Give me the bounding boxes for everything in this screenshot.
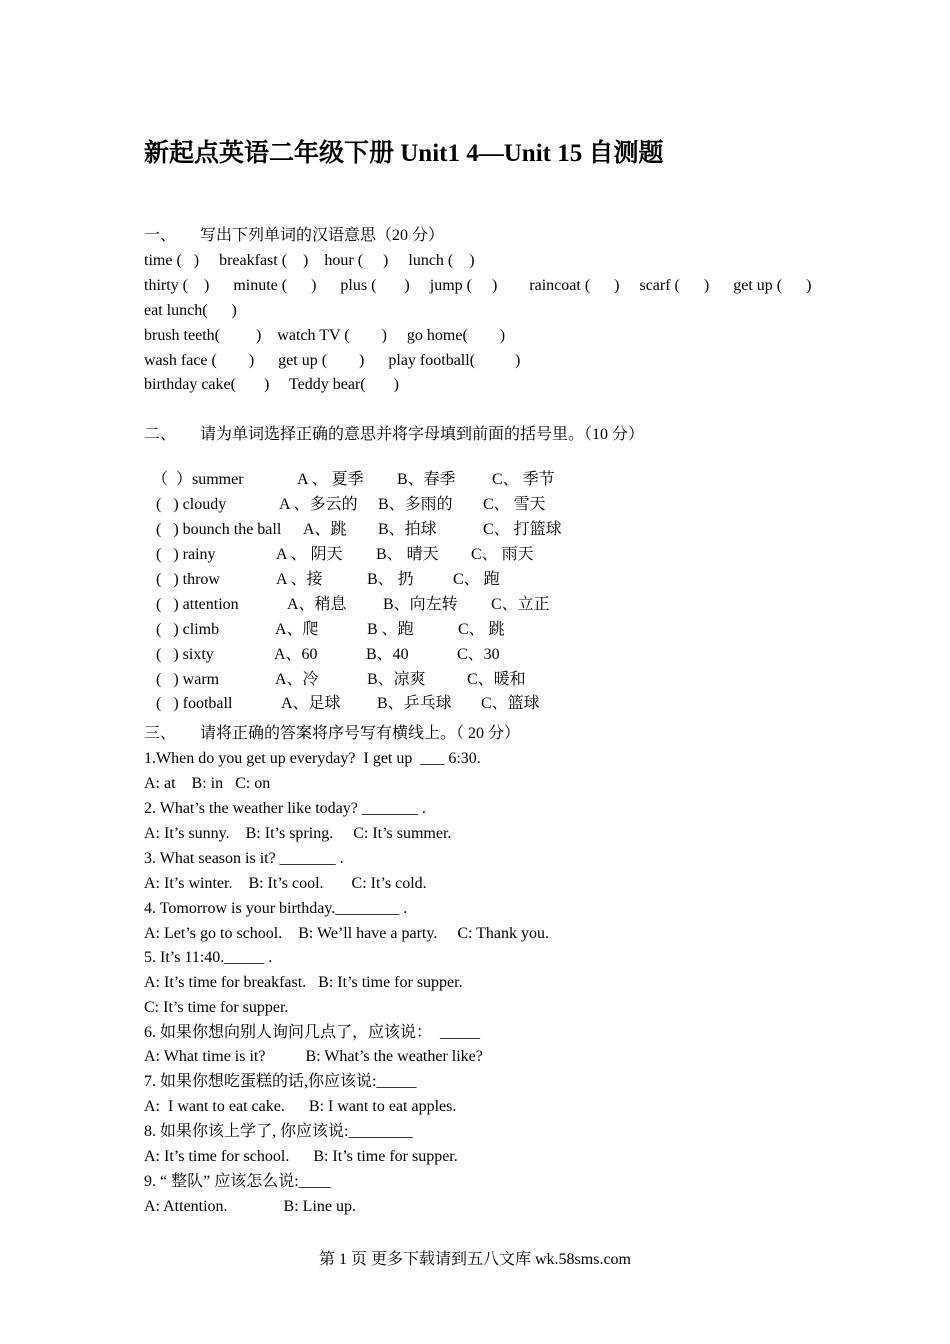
choice-row	[144, 650, 526, 688]
section-1-line: birthday cake( ) Teddy bear( )	[144, 376, 399, 393]
choice-a: A 、接	[276, 571, 323, 588]
choice-row	[144, 600, 505, 638]
choice-a: A、跳	[303, 521, 347, 538]
question-line: 8. 如果你该上学了, 你应该说:________	[144, 1123, 413, 1140]
choice-c: C、 打篮球	[483, 521, 562, 538]
choice-word: ( ) sixty	[152, 646, 214, 663]
choice-c: C、 跑	[453, 571, 500, 588]
answer-line: A: at B: in C: on	[144, 775, 271, 792]
question-line: 2. What’s the weather like today? _______ .	[144, 800, 426, 817]
answer-line: A: It’s time for school. B: It’s time for supper.	[144, 1148, 458, 1165]
choice-a: A 、 阴天	[276, 546, 343, 563]
answer-line: A: What time is it? B: What’s the weather like?	[144, 1048, 483, 1065]
answer-line: A: Let’s go to school. B: We’ll have a party. C: Thank you.	[144, 925, 550, 942]
answer-line: A: Attention. B: Line up.	[144, 1198, 356, 1215]
choice-word: ( ) attention	[152, 596, 239, 613]
choice-c: C、立正	[491, 596, 550, 613]
choice-b: B、凉爽	[367, 671, 426, 688]
choice-b: B、40	[366, 646, 409, 663]
choice-word: ( ) rainy	[152, 546, 216, 563]
answer-line: A: I want to eat cake. B: I want to eat apples.	[144, 1098, 457, 1115]
choice-word: （ ）summer	[152, 471, 244, 488]
choice-a: A、冷	[275, 671, 319, 688]
choice-c: C、 雨天	[471, 546, 534, 563]
choice-b: B 、跑	[367, 621, 414, 638]
choice-b: B、春季	[397, 471, 456, 488]
section-1-line: brush teeth( ) watch TV ( ) go home( )	[144, 327, 506, 344]
choice-c: C、篮球	[481, 695, 540, 712]
answer-line: A: It’s time for breakfast. B: It’s time for supper.	[144, 974, 463, 991]
choice-word: ( ) cloudy	[152, 496, 227, 513]
answer-line: A: It’s winter. B: It’s cool. C: It’s cold.	[144, 875, 427, 892]
choice-c: C、暖和	[467, 671, 526, 688]
question-line: 6. 如果你想向别人询问几点了，应该说： _____	[144, 1024, 481, 1041]
choice-a: A、爬	[275, 621, 319, 638]
question-line: 1.When do you get up everyday? I get up ___ 6:30.	[144, 750, 481, 767]
choice-b: B、 扔	[367, 571, 414, 588]
choice-b: B、多雨的	[378, 496, 453, 513]
answer-line: A: It’s sunny. B: It’s spring. C: It’s summer.	[144, 825, 452, 842]
choice-row	[144, 450, 555, 488]
section-1-line: time ( ) breakfast ( ) hour ( ) lunch ( )	[144, 252, 475, 269]
choice-a: A 、 夏季	[297, 471, 364, 488]
choice-b: B、乒乓球	[377, 695, 452, 712]
choice-word: ( ) throw	[152, 571, 220, 588]
choice-c: C、 季节	[492, 471, 555, 488]
choice-row	[144, 475, 546, 513]
section-1-line: eat lunch( )	[144, 302, 237, 319]
section-2-heading: 二、 请为单词选择正确的意思并将字母填到前面的括号里。（10 分）	[144, 426, 645, 443]
answer-line: C: It’s time for supper.	[144, 999, 289, 1016]
section-1-line: wash face ( ) get up ( ) play football( )	[144, 352, 521, 369]
choice-row	[144, 525, 534, 563]
question-line: 4. Tomorrow is your birthday.________ .	[144, 900, 408, 917]
choice-a: A、稍息	[287, 596, 347, 613]
choice-word: ( ) bounch the ball	[152, 521, 282, 538]
choice-a: A、60	[274, 646, 318, 663]
choice-c: C、 雪天	[483, 496, 546, 513]
choice-row	[144, 575, 550, 613]
section-3-heading: 三、 请将正确的答案将序号写有横线上。（ 20 分）	[144, 725, 521, 742]
section-1-line: thirty ( ) minute ( ) plus ( ) jump ( ) raincoat ( ) scarf ( ) get up ( )	[144, 277, 812, 294]
question-line: 7. 如果你想吃蛋糕的话,你应该说:_____	[144, 1073, 417, 1090]
choice-b: B、 晴天	[376, 546, 439, 563]
choice-c: C、 跳	[458, 621, 505, 638]
question-line: 9. “ 整队” 应该怎么说:____	[144, 1173, 331, 1190]
choice-row	[144, 550, 500, 588]
choice-word: ( ) football	[152, 695, 233, 712]
choice-row	[144, 674, 540, 712]
choice-b: B、拍球	[378, 521, 437, 538]
question-line: 5. It’s 11:40._____ .	[144, 949, 273, 966]
choice-a: A 、多云的	[279, 496, 358, 513]
choice-c: C、30	[457, 646, 500, 663]
page-title: 新起点英语二年级下册 Unit1 4—Unit 15 自测题	[144, 140, 664, 167]
page-footer: 第 1 页 更多下载请到五八文库 wk.58sms.com	[318, 1251, 631, 1268]
choice-word: ( ) warm	[152, 671, 220, 688]
section-1-heading: 一、 写出下列单词的汉语意思（20 分）	[144, 227, 445, 244]
choice-b: B、向左转	[383, 596, 458, 613]
choice-word: ( ) climb	[152, 621, 220, 638]
choice-a: A、足球	[281, 695, 341, 712]
choice-row	[144, 500, 562, 538]
choice-row	[144, 625, 500, 663]
question-line: 3. What season is it? _______ .	[144, 850, 344, 867]
